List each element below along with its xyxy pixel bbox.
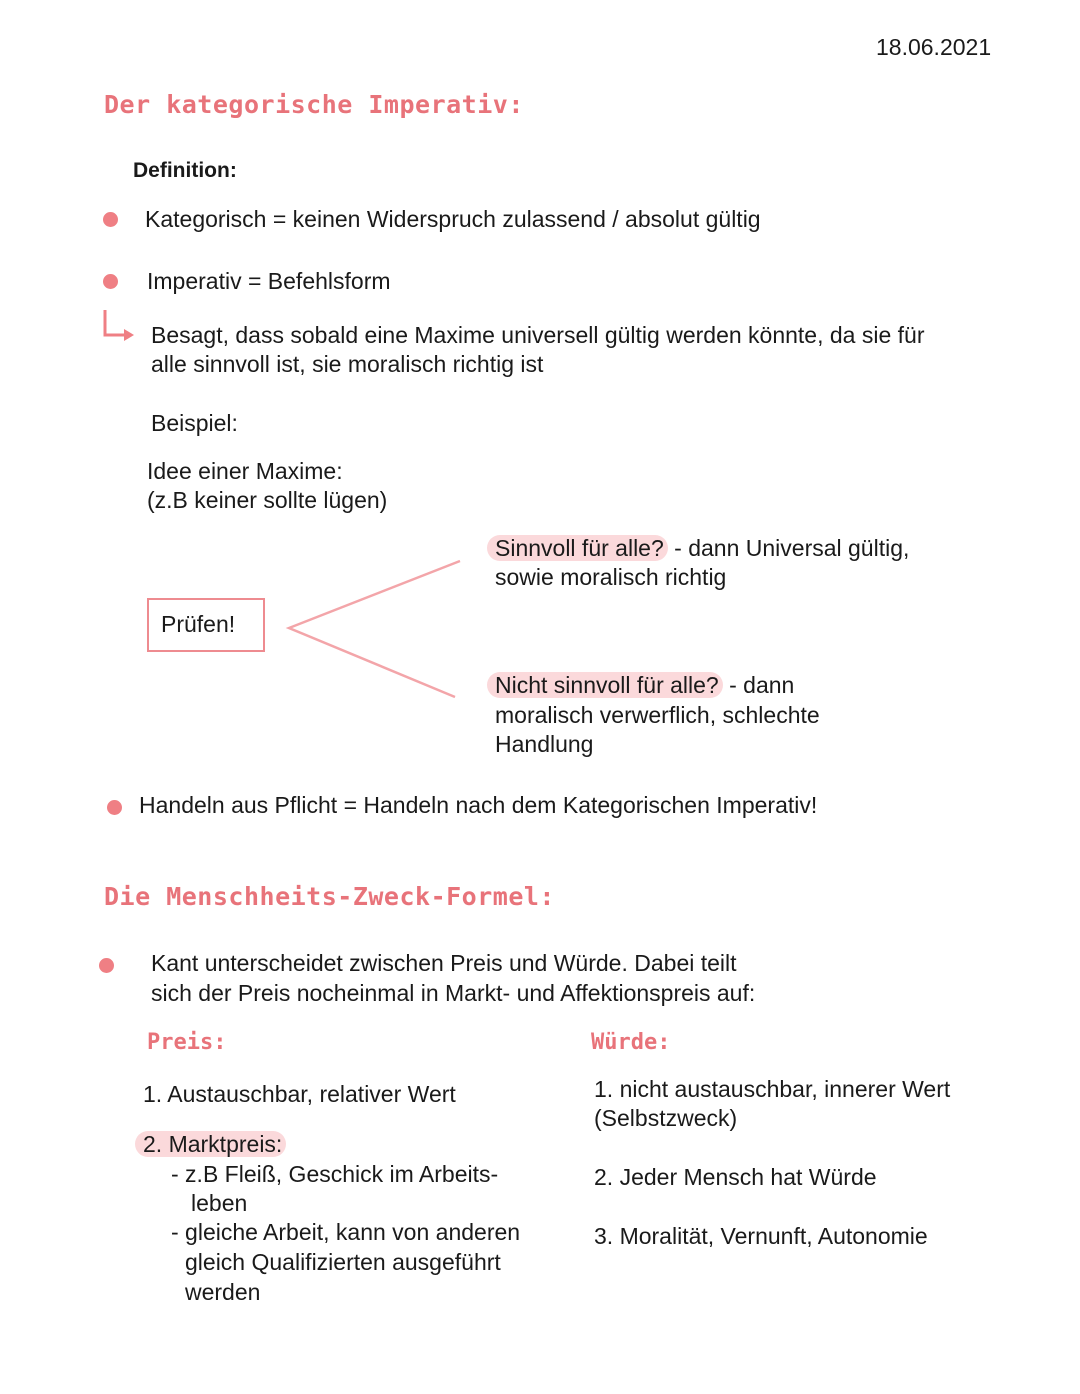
definition-kategorisch: Kategorisch = keinen Widerspruch zulassend / absolut gültig [145, 206, 761, 232]
branch-upper-line-2: sowie moralisch richtig [495, 564, 727, 590]
definition-imperativ: Imperativ = Befehlsform [147, 268, 391, 294]
intro-line-1: Kant unterscheidet zwischen Preis und Würde. Dabei teilt [151, 950, 737, 976]
wuerde-item-1-line-2: (Selbstzweck) [594, 1105, 738, 1131]
branch-upper-line-1: Sinnvoll für alle? - dann Universal gültig, [495, 533, 909, 563]
bullet-dot-icon [107, 800, 122, 815]
duty-statement: Handeln aus Pflicht = Handeln nach dem Kategorischen Imperativ! [139, 792, 818, 818]
date: 18.06.2021 [876, 34, 992, 60]
explanation-line-2: alle sinnvoll ist, sie moralisch richtig ist [151, 351, 544, 377]
example-label: Beispiel: [151, 410, 238, 436]
section-heading-kategorischer-imperativ: Der kategorische Imperativ: [104, 90, 524, 119]
bullet-dot-icon [99, 958, 114, 973]
preis-sub-1-line-2: leben [191, 1190, 248, 1216]
explanation-line-1: Besagt, dass sobald eine Maxime universell gültig werden könnte, da sie für [151, 322, 925, 348]
preis-sub-2-line-2: gleich Qualifizierten ausgeführt [185, 1249, 501, 1275]
preis-heading: Preis: [147, 1030, 227, 1055]
highlight-nicht-sinnvoll: Nicht sinnvoll für alle? [487, 672, 723, 698]
check-box: Prüfen! [147, 598, 265, 652]
wuerde-item-3: 3. Moralität, Vernunft, Autonomie [594, 1223, 928, 1249]
maxim-idea-line-2: (z.B keiner sollte lügen) [147, 487, 388, 513]
branch-lower-line-2: moralisch verwerflich, schlechte [495, 702, 820, 728]
preis-sub-1-line-1: - z.B Fleiß, Geschick im Arbeits- [171, 1161, 499, 1187]
preis-sub-2-line-1: - gleiche Arbeit, kann von anderen [171, 1219, 521, 1245]
definition-label: Definition: [133, 159, 237, 182]
bullet-dot-icon [103, 274, 118, 289]
wuerde-item-1-line-1: 1. nicht austauschbar, innerer Wert [594, 1076, 951, 1102]
preis-item-2 [143, 1129, 286, 1159]
section-heading-menschheits-zweck-formel: Die Menschheits-Zweck-Formel: [104, 882, 555, 911]
branch-lower-line-1: Nicht sinnvoll für alle? - dann [495, 670, 794, 700]
intro-line-2: sich der Preis nocheinmal in Markt- und Affektionspreis auf: [151, 980, 756, 1006]
wuerde-heading: Würde: [591, 1030, 671, 1055]
branch-lines [285, 556, 465, 702]
preis-item-1: 1. Austauschbar, relativer Wert [143, 1081, 456, 1107]
arrow-right-icon [102, 308, 138, 342]
bullet-dot-icon [103, 212, 118, 227]
preis-sub-2-line-3: werden [185, 1279, 261, 1305]
highlight-marktpreis: 2. Marktpreis: [135, 1131, 286, 1157]
wuerde-item-2: 2. Jeder Mensch hat Würde [594, 1164, 877, 1190]
branch-lower-line-3: Handlung [495, 731, 594, 757]
maxim-idea-line-1: Idee einer Maxime: [147, 458, 343, 484]
highlight-sinnvoll: Sinnvoll für alle? [487, 535, 668, 561]
